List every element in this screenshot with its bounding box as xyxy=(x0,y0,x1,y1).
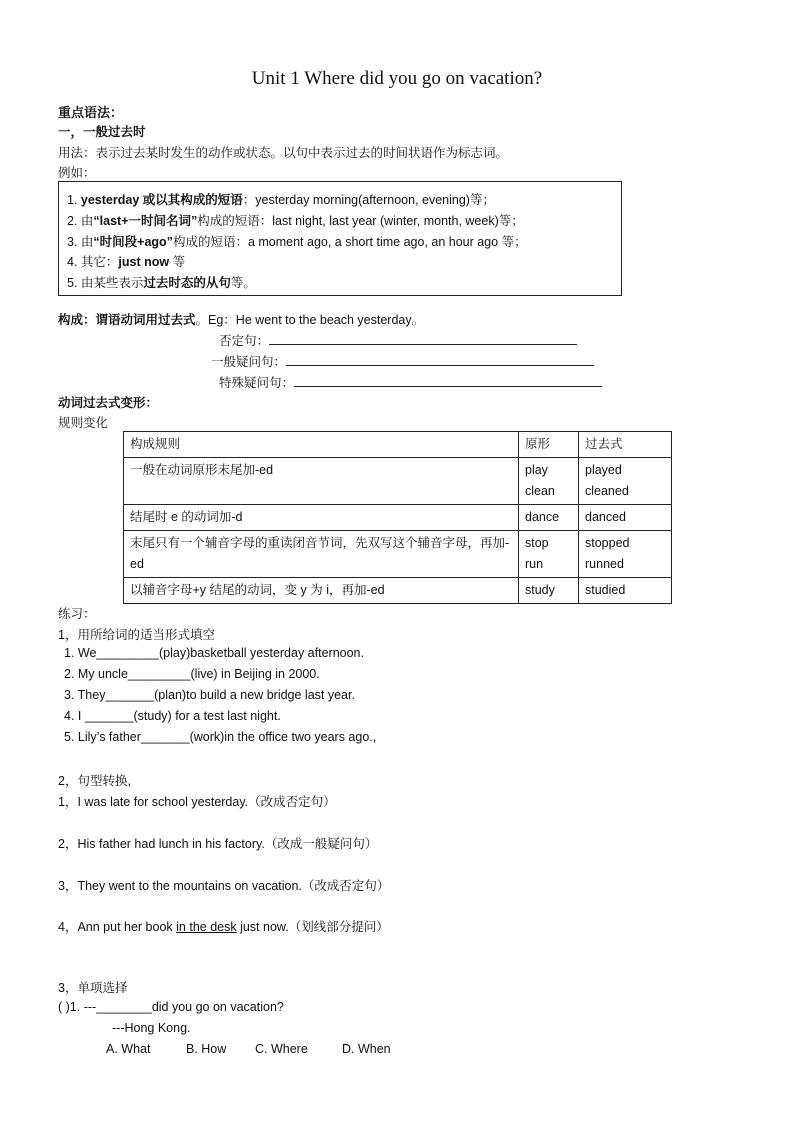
marker-item: 3. 由“时间段+ago”构成的短语：a moment ago, a short time ago, an hour ago 等； xyxy=(67,235,527,249)
structure-line: 构成：谓语动词用过去式。Eg：He went to the beach yesterday。 xyxy=(58,313,425,327)
rule-cell: 一般在动词原形末尾加-ed xyxy=(124,458,519,505)
general-question-blank[interactable] xyxy=(286,354,594,366)
table-row xyxy=(124,531,672,578)
usage-text: 用法：表示过去某时发生的动作或状态。以句中表示过去的时间状语作为标志词。 xyxy=(58,146,509,160)
base-cell: stop run xyxy=(519,531,579,578)
section1-heading: 一，一般过去时 xyxy=(58,125,146,139)
past-cell: studied xyxy=(579,578,672,604)
mc-question: ( )1. ---________did you go on vacation? xyxy=(58,1000,284,1014)
regular-label: 规则变化 xyxy=(58,416,109,430)
past-tense-rules-table xyxy=(123,431,672,604)
fill-item: 4. I _______(study) for a test last night. xyxy=(64,709,281,723)
past-cell: stopped runned xyxy=(579,531,672,578)
mc-option-c[interactable]: C. Where xyxy=(255,1042,308,1056)
mc-option-d[interactable]: D. When xyxy=(342,1042,391,1056)
grammar-heading: 重点语法： xyxy=(58,105,124,120)
fill-blank[interactable]: _______ xyxy=(105,688,155,702)
practice-heading: 练习： xyxy=(58,607,96,621)
transform-item: 4，Ann put her book in the desk just now.（划线部分提问） xyxy=(58,920,389,934)
underlined-phrase: in the desk xyxy=(176,920,237,934)
negative-line: 否定句： xyxy=(219,331,577,349)
marker-item: 2. 由“last+一时间名词”构成的短语：last night, last year (winter, month, week)等； xyxy=(67,214,524,228)
page-title: Unit 1 Where did you go on vacation? xyxy=(251,68,543,89)
mc-answer: ---Hong Kong. xyxy=(112,1021,191,1035)
table-row xyxy=(124,505,672,531)
mc-blank[interactable]: ________ xyxy=(96,1000,152,1014)
general-question-line: 一般疑问句： xyxy=(211,352,594,370)
base-cell: study xyxy=(519,578,579,604)
table-row xyxy=(124,578,672,604)
transform-item: 3，They went to the mountains on vacation.（改成否定句） xyxy=(58,879,390,893)
table-row xyxy=(124,458,672,505)
fill-item: 2. My uncle_________(live) in Beijing in 2000. xyxy=(64,667,320,681)
fill-blank[interactable]: _______ xyxy=(84,709,134,723)
fill-item: 5. Lily’s father_______(work)in the office two years ago., xyxy=(64,730,377,744)
marker-item: 1. yesterday 或以其构成的短语：yesterday morning(afternoon, evening)等； xyxy=(67,193,495,207)
mc-option-b[interactable]: B. How xyxy=(186,1042,227,1056)
time-markers-box xyxy=(58,181,622,296)
verb-change-heading: 动词过去式变形： xyxy=(58,396,159,410)
part2-heading: 2，句型转换, xyxy=(58,774,131,788)
base-cell: dance xyxy=(519,505,579,531)
marker-item: 4. 其它：just now 等 xyxy=(67,255,186,269)
fill-item: 3. They_______(plan)to build a new bridge last year. xyxy=(64,688,355,702)
fill-item: 1. We_________(play)basketball yesterday afternoon. xyxy=(64,646,364,660)
negative-blank[interactable] xyxy=(269,333,577,345)
header-past: 过去式 xyxy=(579,432,672,458)
part1-heading: 1，用所给词的适当形式填空 xyxy=(58,628,215,642)
transform-item: 1，I was late for school yesterday.（改成否定句） xyxy=(58,795,336,809)
fill-blank[interactable]: _______ xyxy=(140,730,190,744)
fill-blank[interactable]: _________ xyxy=(96,646,159,660)
rule-cell: 末尾只有一个辅音字母的重读闭音节词，先双写这个辅音字母，再加-ed xyxy=(124,531,519,578)
mc-option-a[interactable]: A. What xyxy=(106,1042,151,1056)
header-rule: 构成规则 xyxy=(124,432,519,458)
table-header-row xyxy=(124,432,672,458)
header-base: 原形 xyxy=(519,432,579,458)
past-cell: danced xyxy=(579,505,672,531)
fill-blank[interactable]: _________ xyxy=(127,667,191,681)
part3-heading: 3，单项选择 xyxy=(58,981,128,995)
rule-cell: 以辅音字母+y 结尾的动词，变 y 为 i，再加-ed xyxy=(124,578,519,604)
transform-item: 2，His father had lunch in his factory.（改成一般疑问句） xyxy=(58,837,378,851)
past-cell: played cleaned xyxy=(579,458,672,505)
example-label: 例如： xyxy=(58,166,96,180)
marker-item: 5. 由某些表示过去时态的从句等。 xyxy=(67,276,256,290)
special-question-blank[interactable] xyxy=(294,375,602,387)
base-cell: play clean xyxy=(519,458,579,505)
special-question-line: 特殊疑问句： xyxy=(219,373,602,391)
rule-cell: 结尾时 e 的动词加-d xyxy=(124,505,519,531)
